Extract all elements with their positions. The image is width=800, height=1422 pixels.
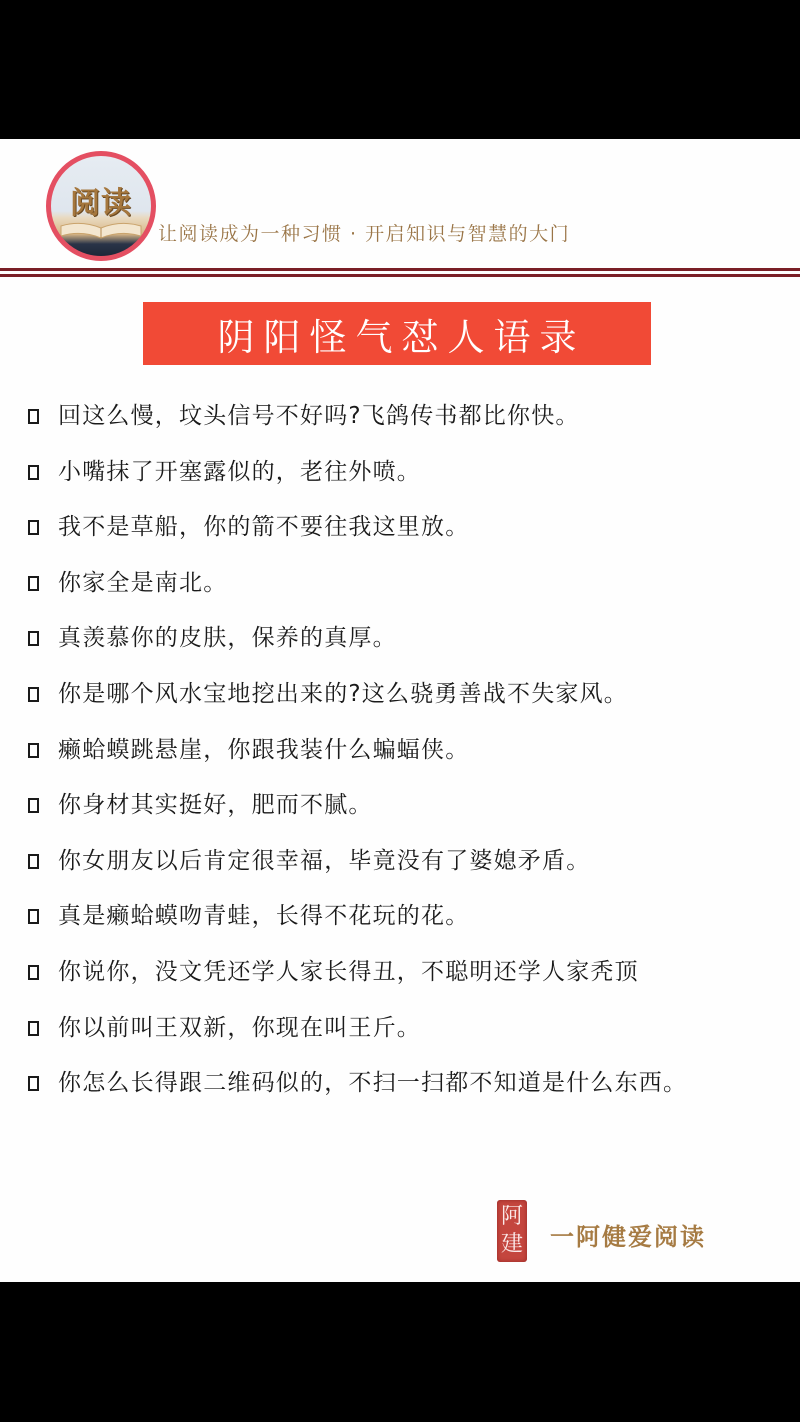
seal-char: 建	[500, 1232, 523, 1257]
checkbox-bullet-icon	[28, 465, 39, 480]
quote-text: 你说你，没文凭还学人家长得丑，不聪明还学人家秃顶	[58, 958, 639, 985]
checkbox-bullet-icon	[28, 1021, 39, 1036]
quote-text: 回这么慢，坟头信号不好吗?飞鸽传书都比你快。	[58, 403, 580, 429]
list-item	[0, 445, 800, 501]
seal-char: 阿	[500, 1204, 523, 1229]
bottom-black-bar	[0, 1282, 800, 1422]
checkbox-bullet-icon	[28, 576, 39, 591]
quote-text: 癞蛤蟆跳悬崖，你跟我装什么蝙蝠侠。	[58, 736, 470, 763]
quote-list	[0, 389, 800, 1112]
document-page	[0, 139, 800, 1282]
top-black-bar	[0, 0, 800, 139]
page-title: 阴阳怪气怼人语录	[217, 315, 586, 359]
list-item	[0, 945, 800, 1001]
checkbox-bullet-icon	[28, 520, 39, 535]
checkbox-bullet-icon	[28, 631, 39, 646]
list-item	[0, 1001, 800, 1057]
quote-text: 小嘴抹了开塞露似的，老往外喷。	[58, 458, 421, 485]
checkbox-bullet-icon	[28, 909, 39, 924]
checkbox-bullet-icon	[28, 798, 39, 813]
logo-text: 阅读	[70, 186, 132, 221]
quote-text: 你女朋友以后肯定很幸福，毕竟没有了婆媳矛盾。	[58, 847, 591, 874]
checkbox-bullet-icon	[28, 687, 39, 702]
header-divider-top	[0, 268, 800, 271]
quote-text: 真羡慕你的皮肤，保养的真厚。	[58, 625, 397, 652]
quote-text: 你身材其实挺好，肥而不腻。	[58, 792, 373, 819]
list-item	[0, 723, 800, 779]
checkbox-bullet-icon	[28, 409, 39, 424]
quote-text: 我不是草船，你的箭不要往我这里放。	[58, 514, 470, 541]
list-item	[0, 1056, 800, 1112]
list-item	[0, 889, 800, 945]
list-item	[0, 500, 800, 556]
header-divider-bottom	[0, 274, 800, 277]
slogan: 让阅读成为一种习惯 · 开启知识与智慧的大门	[158, 223, 571, 245]
quote-text: 你怎么长得跟二维码似的，不扫一扫都不知道是什么东西。	[58, 1070, 688, 1097]
list-item	[0, 611, 800, 667]
author-signature: 一阿健爱阅读	[550, 1223, 706, 1251]
reading-logo	[46, 151, 156, 261]
author-seal-stamp	[497, 1200, 527, 1262]
title-banner	[143, 302, 651, 365]
list-item	[0, 556, 800, 612]
quote-text: 你以前叫王双新，你现在叫王斤。	[58, 1014, 421, 1041]
checkbox-bullet-icon	[28, 854, 39, 869]
list-item	[0, 778, 800, 834]
checkbox-bullet-icon	[28, 965, 39, 980]
checkbox-bullet-icon	[28, 1076, 39, 1091]
quote-text: 真是癞蛤蟆吻青蛙，长得不花玩的花。	[58, 903, 470, 930]
list-item	[0, 667, 800, 723]
quote-text: 你是哪个风水宝地挖出来的?这么骁勇善战不失家风。	[58, 680, 629, 707]
list-item	[0, 389, 800, 445]
quote-text: 你家全是南北。	[58, 569, 228, 596]
checkbox-bullet-icon	[28, 743, 39, 758]
list-item	[0, 834, 800, 890]
